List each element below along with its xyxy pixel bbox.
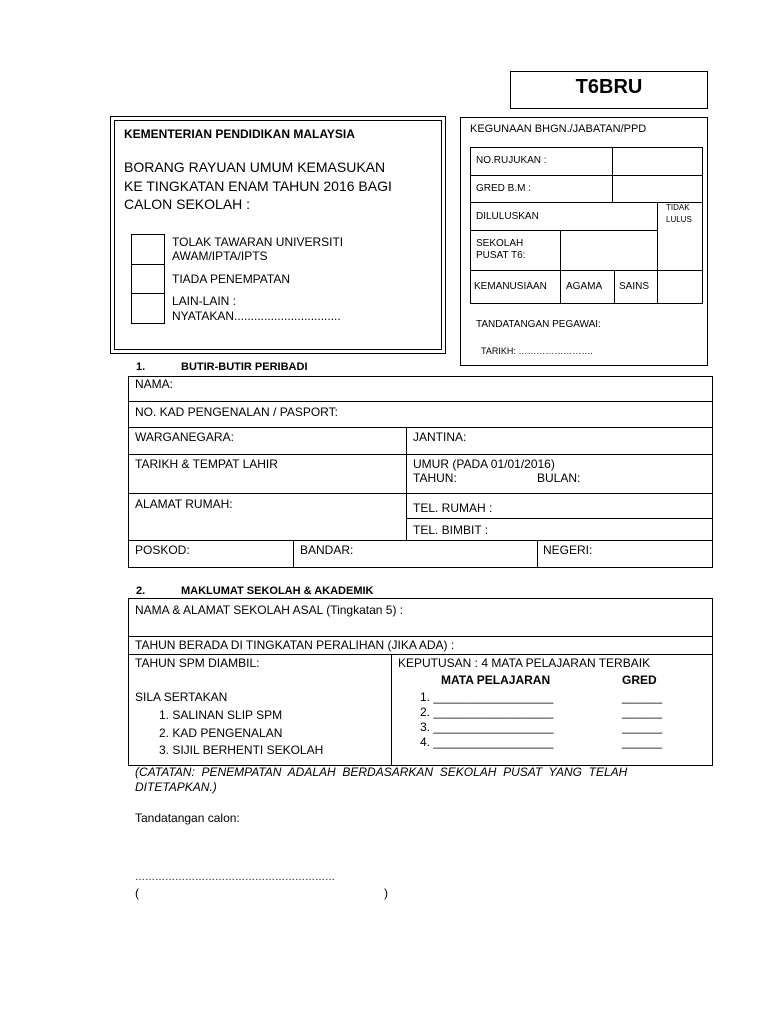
kemanusiaan-label: KEMANUSIAAN — [474, 281, 547, 292]
warganegara-field[interactable]: WARGANEGARA: — [135, 430, 234, 444]
jantina-field[interactable]: JANTINA: — [413, 430, 467, 444]
signature-paren-open: ( — [135, 886, 139, 900]
grade-line-2[interactable]: ______ — [622, 705, 663, 719]
tel-bimbit-field[interactable]: TEL. BIMBIT : — [413, 523, 489, 537]
sekolah-label: SEKOLAH — [476, 238, 524, 249]
mata-pelajaran-header: MATA PELAJARAN — [441, 673, 551, 687]
option-label-tiada: TIADA PENEMPATAN — [172, 272, 291, 286]
ic-field[interactable]: NO. KAD PENGENALAN / PASPORT: — [135, 405, 338, 419]
form-title-line-2: KE TINGKATAN ENAM TAHUN 2016 BAGI — [124, 178, 392, 194]
section1-title: BUTIR-BUTIR PERIBADI — [181, 361, 308, 373]
tahun-peralihan-field[interactable]: TAHUN BERADA DI TINGKATAN PERALIHAN (JIKA ADA) : — [135, 638, 455, 652]
attachment-item-3: 3. SIJIL BERHENTI SEKOLAH — [159, 743, 324, 757]
tandatangan-pegawai-label: TANDATANGAN PEGAWAI: — [476, 319, 601, 330]
tandatangan-calon-label: Tandatangan calon: — [135, 811, 240, 825]
option-checkbox-tolak[interactable] — [131, 234, 165, 265]
signature-dots[interactable]: …………………………………………………… — [135, 872, 335, 883]
subject-line-2[interactable]: 2. __________________ — [420, 705, 554, 719]
gred-bm-label: GRED B.M : — [476, 183, 532, 194]
option-label-tolak-2: AWAM/IPTA/IPTS — [172, 249, 268, 263]
attachment-item-2: 2. KAD PENGENALAN — [159, 726, 283, 740]
negeri-field[interactable]: NEGERI: — [543, 543, 593, 557]
ministry-name: KEMENTERIAN PENDIDIKAN MALAYSIA — [124, 127, 355, 141]
option-label-lain-2: NYATAKAN................................ — [172, 309, 341, 323]
keputusan-label: KEPUTUSAN : 4 MATA PELAJARAN TERBAIK — [398, 656, 651, 670]
agama-label: AGAMA — [566, 281, 603, 292]
section1-number: 1. — [136, 361, 146, 373]
pusat-t6-label: PUSAT T6: — [476, 250, 526, 261]
lulus-label: LULUS — [666, 215, 692, 224]
form-title-line-1: BORANG RAYUAN UMUM KEMASUKAN — [124, 159, 386, 175]
grade-line-1[interactable]: ______ — [622, 690, 663, 704]
subject-line-4[interactable]: 4. __________________ — [420, 735, 554, 749]
form-title-line-3: CALON SEKOLAH : — [124, 196, 251, 212]
section2-title: MAKLUMAT SEKOLAH & AKADEMIK — [181, 585, 374, 597]
bulan-field[interactable]: BULAN: — [537, 471, 581, 485]
nama-field[interactable]: NAMA: — [135, 377, 174, 391]
alamat-field[interactable]: ALAMAT RUMAH: — [135, 497, 233, 511]
nama-sekolah-field[interactable]: NAMA & ALAMAT SEKOLAH ASAL (Tingkatan 5) : — [135, 603, 404, 617]
sains-label: SAINS — [619, 281, 650, 292]
tarikh-pegawai-label: TARIKH: ……………………. — [481, 346, 593, 356]
subject-line-3[interactable]: 3. __________________ — [420, 720, 554, 734]
signature-paren-close: ) — [384, 886, 388, 900]
tarikh-lahir-field[interactable]: TARIKH & TEMPAT LAHIR — [135, 457, 278, 471]
tel-rumah-field[interactable]: TEL. RUMAH : — [413, 501, 493, 515]
option-label-tolak-1: TOLAK TAWARAN UNIVERSITI — [172, 235, 344, 249]
grade-line-4[interactable]: ______ — [622, 735, 663, 749]
gred-header: GRED — [622, 673, 657, 687]
form-code: T6BRU — [575, 76, 643, 98]
subject-line-1[interactable]: 1. __________________ — [420, 690, 554, 704]
tahun-spm-field[interactable]: TAHUN SPM DIAMBIL: — [135, 656, 260, 670]
grade-line-3[interactable]: ______ — [622, 720, 663, 734]
catatan-line-1: (CATATAN: PENEMPATAN ADALAH BERDASARKAN SEKOLAH PUSAT YANG TELAH — [135, 765, 628, 779]
attachment-item-1: 1. SALINAN SLIP SPM — [159, 708, 283, 722]
option-checkbox-lain[interactable] — [131, 293, 165, 324]
sila-sertakan-label: SILA SERTAKAN — [135, 690, 228, 704]
catatan-line-2: DITETAPKAN.) — [135, 780, 217, 794]
umur-label: UMUR (PADA 01/01/2016) — [413, 457, 555, 471]
tidak-label: TIDAK — [666, 203, 690, 212]
option-label-lain-1: LAIN-LAIN : — [172, 294, 237, 308]
section2-number: 2. — [136, 585, 146, 597]
tahun-field[interactable]: TAHUN: — [413, 471, 457, 485]
office-use-title: KEGUNAAN BHGN./JABATAN/PPD — [470, 123, 647, 135]
bandar-field[interactable]: BANDAR: — [300, 543, 354, 557]
option-checkbox-tiada[interactable] — [131, 264, 165, 294]
diluluskan-label: DILULUSKAN — [476, 211, 539, 222]
poskod-field[interactable]: POSKOD: — [135, 543, 190, 557]
no-rujukan-label: NO.RUJUKAN : — [476, 155, 547, 166]
